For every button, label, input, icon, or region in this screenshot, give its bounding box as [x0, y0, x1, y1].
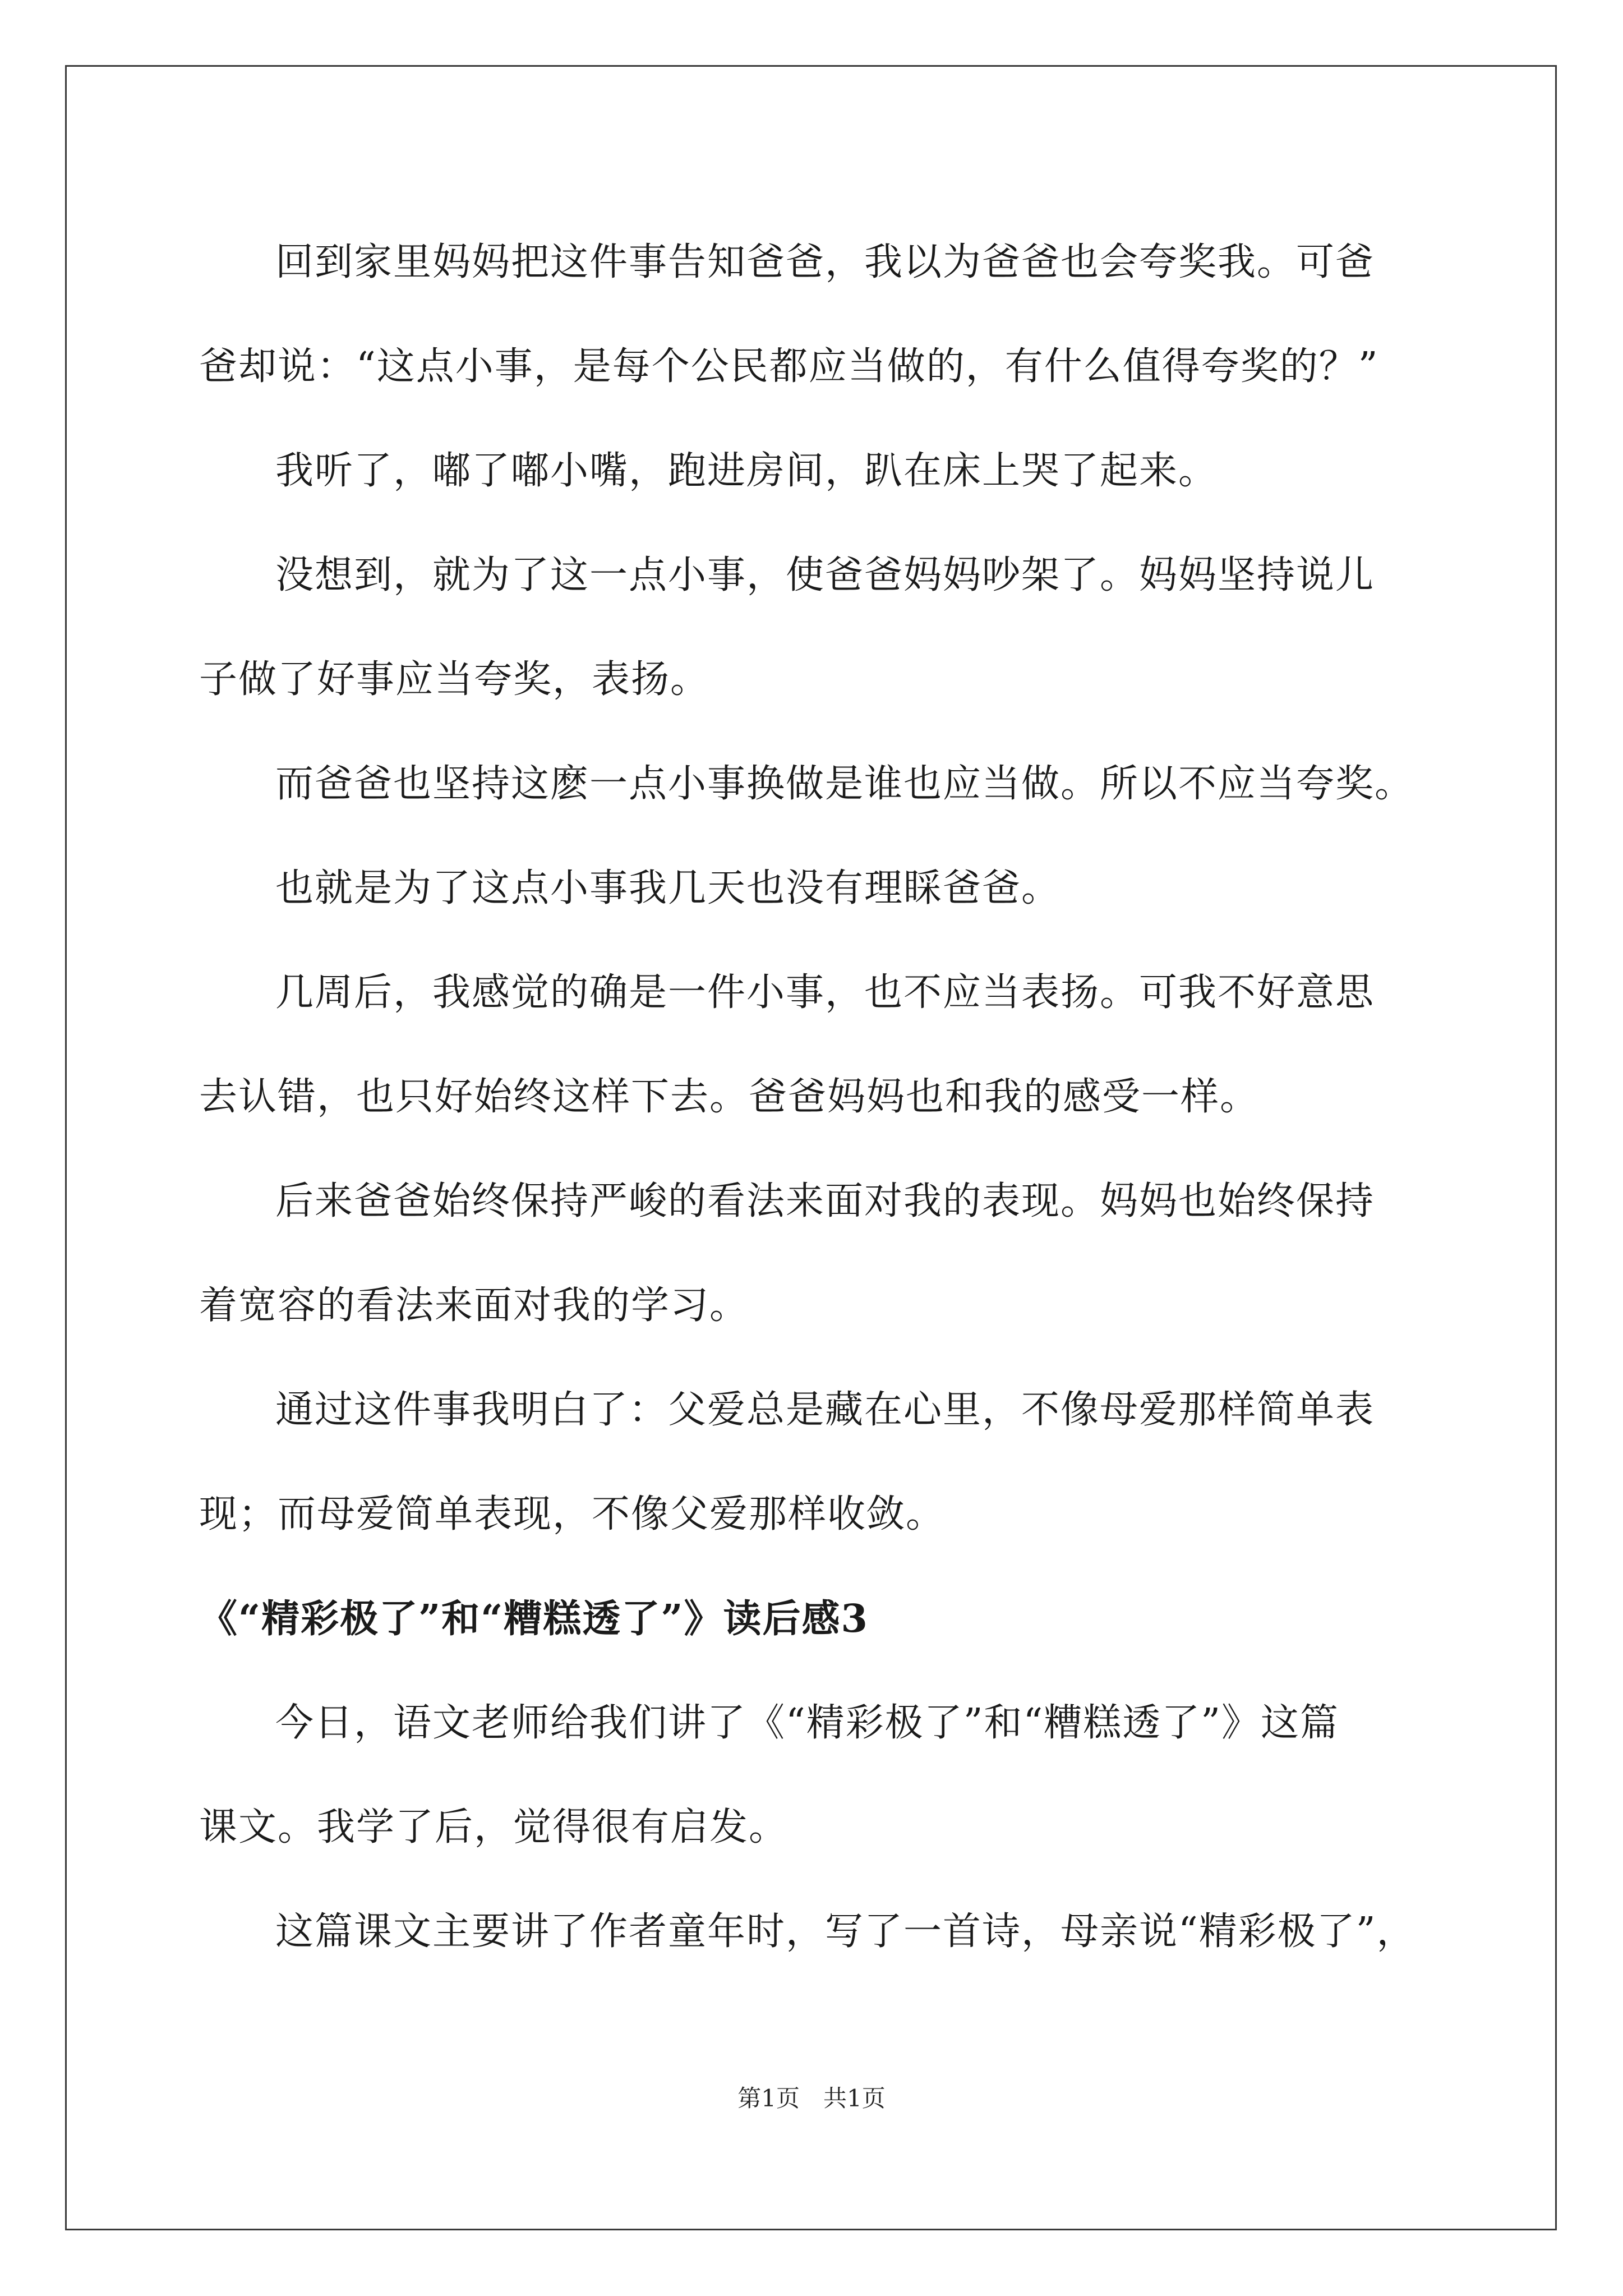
paragraph	[199, 941, 1433, 1149]
page-footer: 第1页 共1页	[737, 2085, 886, 2112]
paragraph-line: 爸却说：“这点小事，是每个公民都应当做的，有什么值得夸奖的？”	[199, 344, 1379, 389]
paragraph	[199, 419, 1433, 523]
paragraph	[199, 1358, 1433, 1567]
paragraph-line: 我听了，嘟了嘟小嘴，跑进房间，趴在床上哭了起来。	[275, 449, 1218, 493]
paragraph-line: 着宽容的看法来面对我的学习。	[199, 1283, 749, 1328]
paragraph	[199, 1149, 1433, 1358]
paragraph-line: 去认错，也只好始终这样下去。爸爸妈妈也和我的感受一样。	[199, 1075, 1260, 1119]
paragraph	[199, 210, 1433, 419]
paragraph-line: 回到家里妈妈把这件事告知爸爸，我以为爸爸也会夸奖我。可爸	[275, 240, 1375, 284]
section-heading: 《“精彩极了”和“糟糕透了”》读后感3	[199, 1596, 869, 1641]
paragraph-line: 课文。我学了后，觉得很有启发。	[199, 1805, 789, 1849]
paragraph-line: 现；而母爱简单表现，不像父爱那样收敛。	[199, 1492, 946, 1536]
paragraph-line: 这篇课文主要讲了作者童年时，写了一首诗，母亲说“精彩极了”，	[275, 1910, 1416, 1954]
paragraph	[199, 732, 1433, 836]
paragraph	[199, 1671, 1433, 1880]
paragraph-line: 今日，语文老师给我们讲了《“精彩极了”和“糟糕透了”》这篇	[275, 1701, 1340, 1745]
document-body	[199, 210, 1433, 1984]
paragraph-line: 子做了好事应当夸奖，表扬。	[199, 657, 710, 702]
paragraph	[199, 836, 1433, 941]
paragraph	[199, 1880, 1433, 1984]
paragraph-line: 而爸爸也坚持这麽一点小事换做是谁也应当做。所以不应当夸奖。	[275, 762, 1414, 806]
paragraph	[199, 523, 1433, 732]
paragraph-line: 后来爸爸始终保持严峻的看法来面对我的表现。妈妈也始终保持	[275, 1179, 1375, 1223]
paragraph-line: 通过这件事我明白了：父爱总是藏在心里，不像母爱那样简单表	[275, 1388, 1375, 1432]
paragraph-line: 没想到，就为了这一点小事，使爸爸妈妈吵架了。妈妈坚持说儿	[275, 553, 1375, 597]
paragraph-line: 也就是为了这点小事我几天也没有理睬爸爸。	[275, 866, 1061, 910]
paragraph-line: 几周后，我感觉的确是一件小事，也不应当表扬。可我不好意思	[275, 970, 1375, 1015]
